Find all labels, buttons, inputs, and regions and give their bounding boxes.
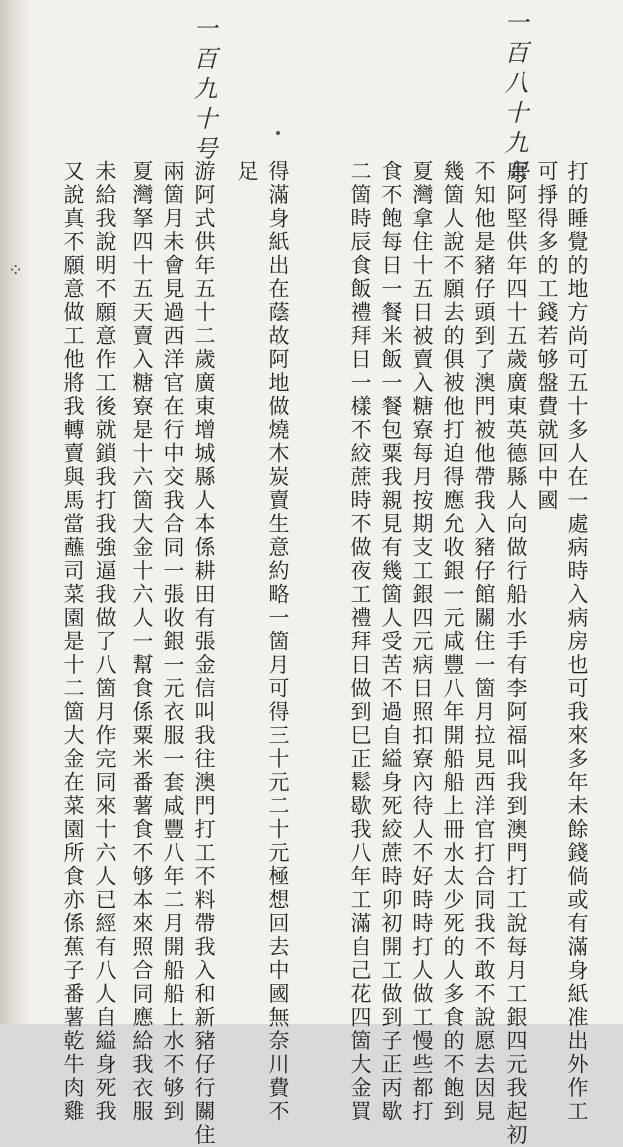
text-column-5: 幾箇人說不願去的俱被他打迫得應允收銀一元咸豐八年開船船上冊水太少死的人多食的不飽到 — [441, 160, 465, 1124]
decorative-dot — [276, 131, 280, 135]
record-heading-190: 一百九十号 — [189, 16, 217, 166]
edge-mark: ⁘ — [4, 262, 25, 278]
text-column-14: 未給我說明不願意作工後就鎖我打我強逼我做了八箇月作完同來十六人已經有八人自縊身死我 — [93, 160, 117, 1124]
text-column-15: 又說真不願意做工他將我轉賣與馬當蘸司菜園是十二箇大金在菜園所食亦係蕉子番薯乾牛肉雞 — [61, 160, 85, 1124]
text-column-11: 游阿式供年五十二歲廣東增城縣人本係耕田有張金信叫我往澳門打工不料帶我入和新豬仔行關住 — [192, 160, 216, 1147]
book-binding-shadow — [0, 0, 30, 1024]
text-column-9: 得滿身紙出在蔭故阿地做燒木炭賣生意約略一箇月可得三十元二十元極想回去中國無奈川費不 — [266, 160, 290, 1124]
text-column-3: 康阿堅供年四十五歲廣東英德縣人向做行船水手有李阿福叫我到澳門打工說每月工銀四元我起初 — [504, 160, 528, 1147]
text-column-2: 可掙得多的工錢若够盤費就回中國 — [535, 160, 559, 513]
text-column-4: 不知他是豬仔頭到了澳門被他帶我入豬仔館關住一箇月拉見西洋官打合同我不敢不說愿去因見 — [472, 160, 496, 1124]
text-column-6: 夏灣拿住十五日被賣入糖寮每月按期支工銀四元病日照扣寮內待人不好時時打人做工慢些都打 — [410, 160, 434, 1124]
text-column-12: 兩箇月未會見過西洋官在行中交我合同一張收銀一元衣服一套咸豐八年二月開船船上水不够到 — [161, 160, 185, 1124]
text-column-1: 打的睡覺的地方尚可五十多人在一處病時入病房也可我來多年未餘錢倘或有滿身紙准出外作工 — [565, 160, 589, 1124]
text-column-7: 食不飽每日一餐米飯一餐包粟我親見有幾箇人受苦不過自縊身死絞蔗時卯初開工做到子正丙歇 — [379, 160, 403, 1124]
text-column-8: 二箇時辰食飯禮拜日一樣不絞蔗時不做夜工禮拜日做到巳正鬆歇我八年工滿自己花四箇大金買 — [348, 160, 372, 1124]
text-column-13: 夏灣拏四十五天賣入糖寮是十六箇大金十六人一幫食係粟米番薯食不够本來照合同應給我衣服 — [130, 160, 154, 1124]
text-column-10: 足 — [235, 160, 259, 184]
record-heading-189: 一百八十九号 — [500, 10, 528, 190]
